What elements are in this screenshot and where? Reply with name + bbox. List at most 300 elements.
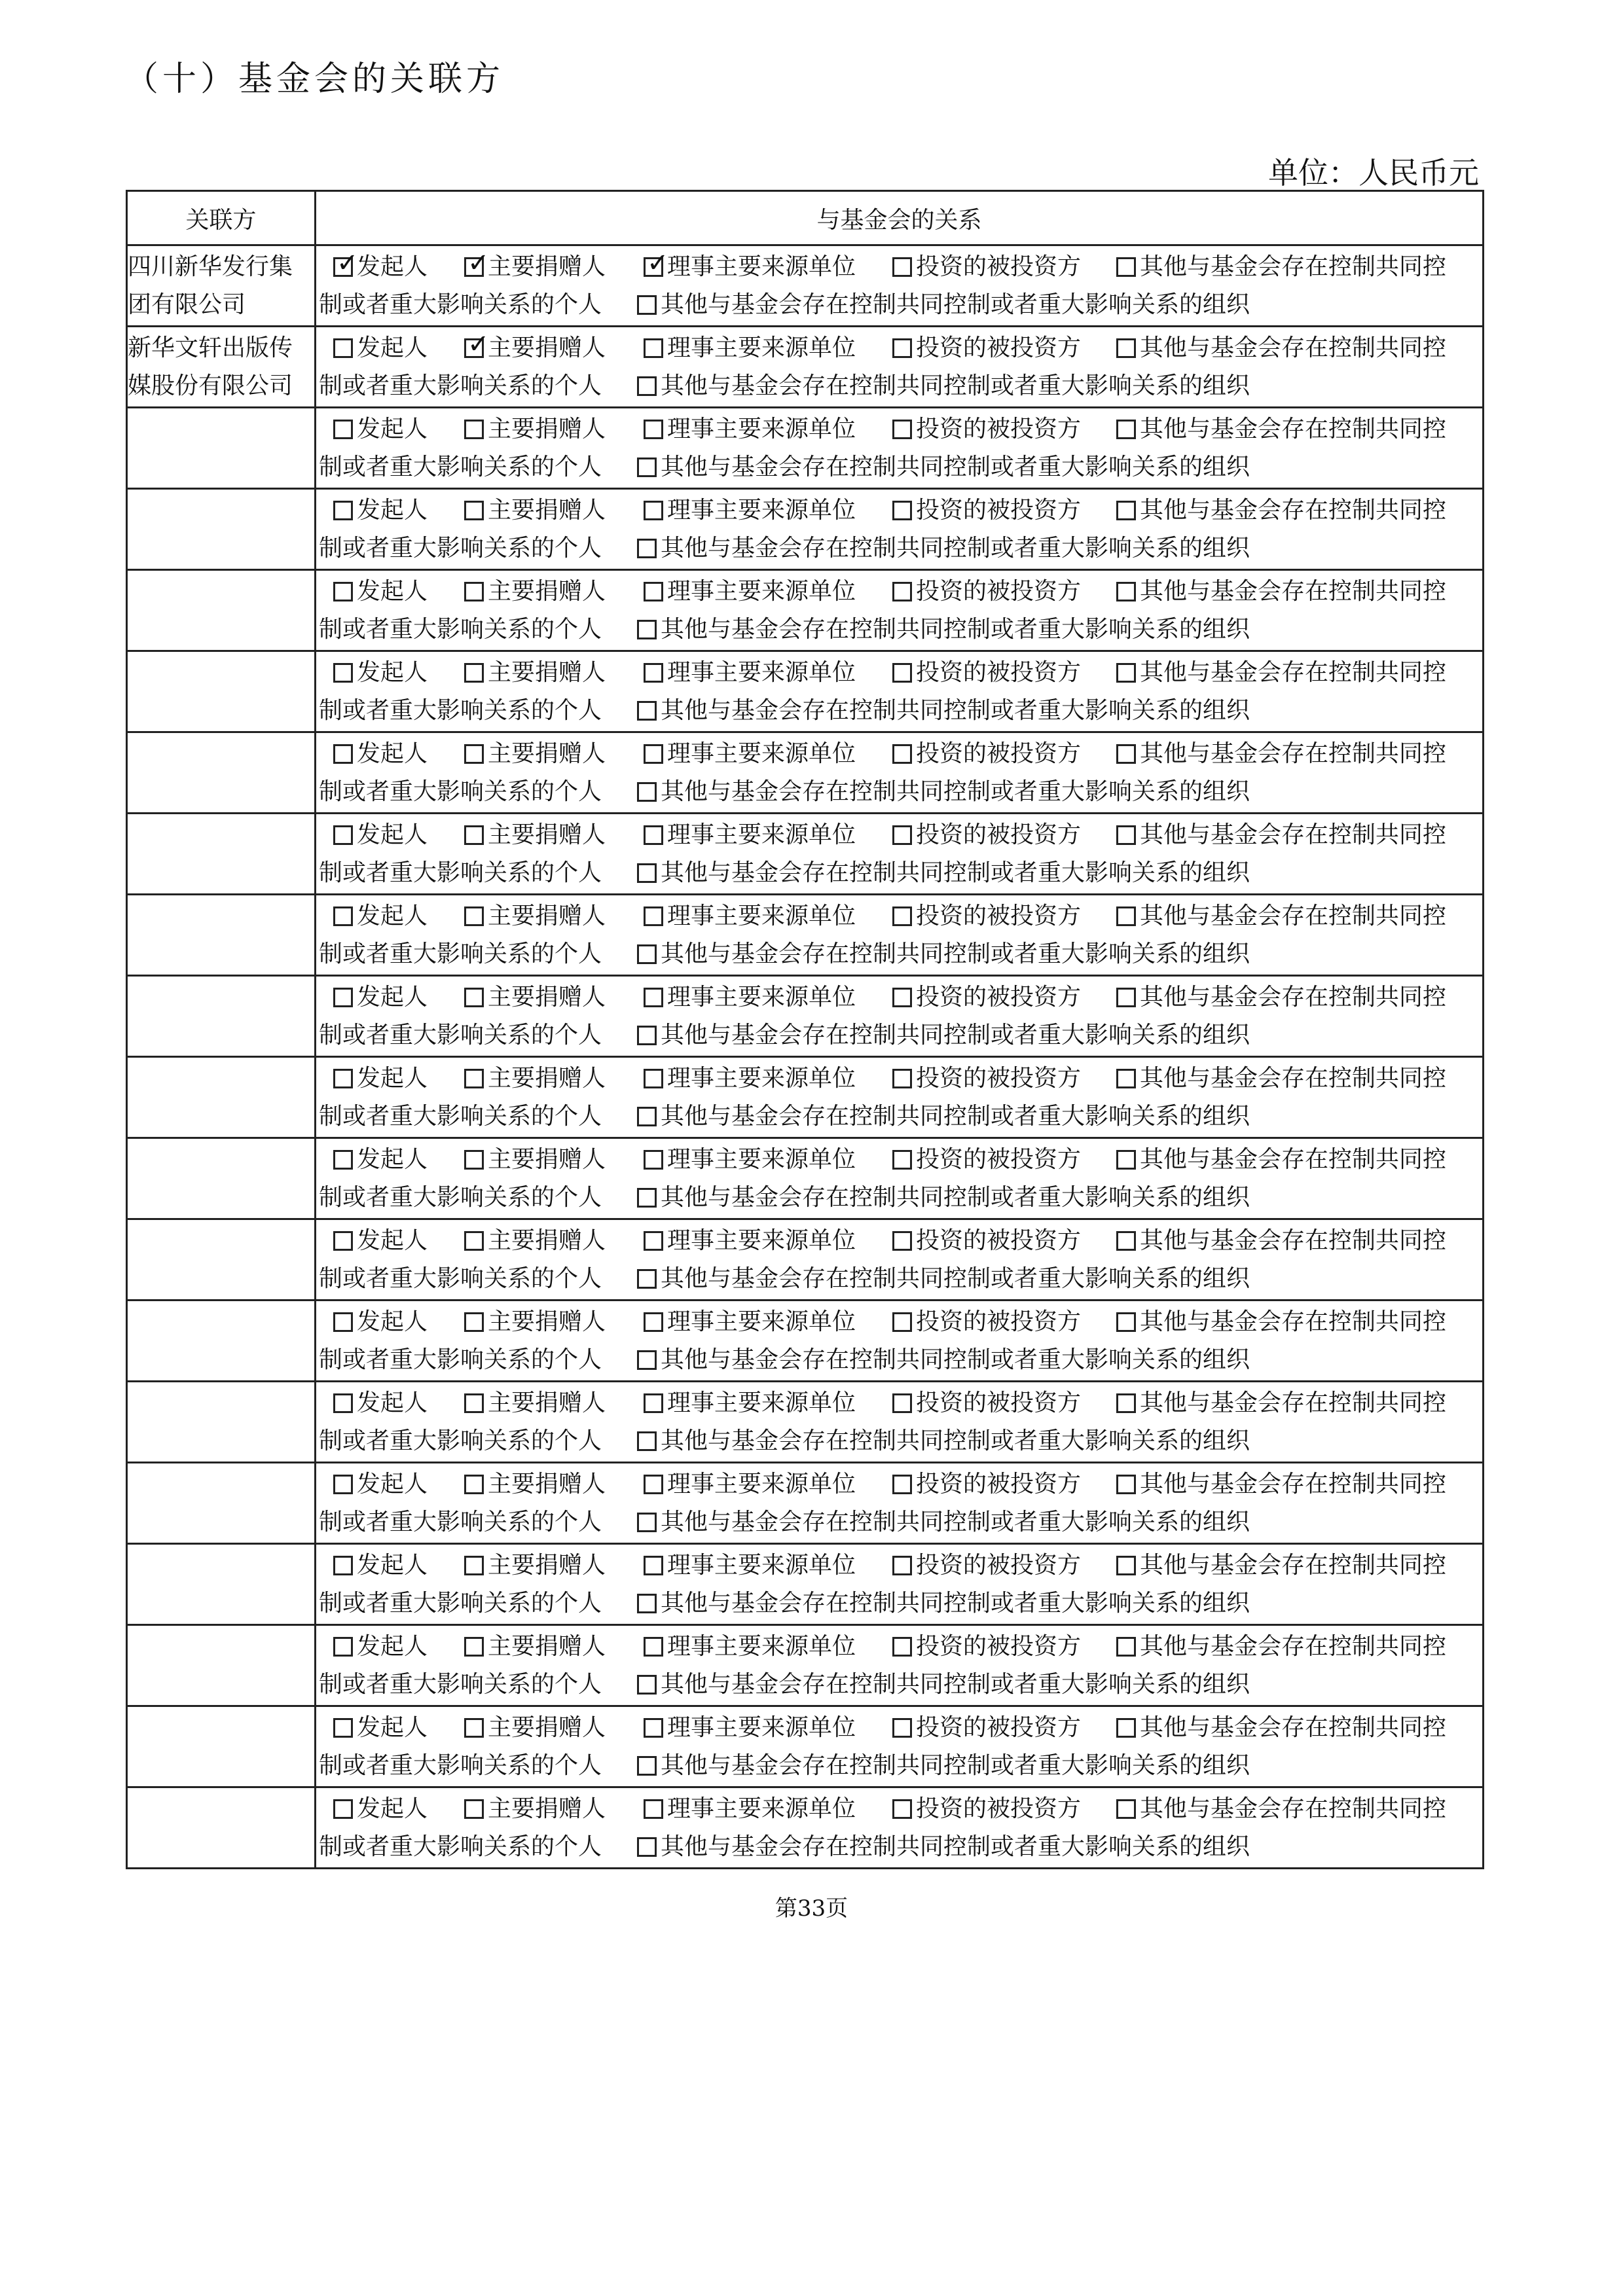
option-label: 投资的被投资方 bbox=[916, 902, 1082, 929]
option-label: 投资的被投资方 bbox=[916, 740, 1082, 767]
option-other-person[interactable] bbox=[1116, 573, 1446, 611]
option-label: 主要捐赠人 bbox=[488, 658, 606, 686]
option-other-person[interactable] bbox=[1116, 1060, 1446, 1098]
checkbox[interactable] bbox=[464, 825, 484, 845]
checkbox[interactable] bbox=[464, 1069, 484, 1088]
option-donor[interactable] bbox=[464, 654, 606, 692]
checkbox[interactable] bbox=[892, 338, 912, 358]
option-donor[interactable] bbox=[464, 816, 606, 854]
option-label: 发起人 bbox=[357, 1551, 428, 1579]
option-investee[interactable] bbox=[892, 1060, 1081, 1098]
checkbox[interactable] bbox=[333, 1718, 353, 1738]
option-other-person[interactable] bbox=[1116, 1222, 1446, 1260]
checkbox[interactable] bbox=[464, 247, 490, 278]
checkbox[interactable] bbox=[644, 988, 663, 1007]
checkbox[interactable] bbox=[1116, 1069, 1136, 1088]
option-director-source[interactable] bbox=[644, 1141, 856, 1179]
option-director-source[interactable] bbox=[644, 897, 856, 935]
checkbox[interactable] bbox=[637, 1756, 657, 1776]
checkbox[interactable] bbox=[892, 1475, 912, 1494]
checkbox[interactable] bbox=[464, 1637, 484, 1657]
option-label: 理事主要来源单位 bbox=[667, 1227, 856, 1254]
checkbox[interactable] bbox=[333, 663, 353, 683]
option-other-org[interactable] bbox=[637, 773, 1250, 811]
option-other-org[interactable] bbox=[637, 1422, 1250, 1460]
checkbox[interactable] bbox=[892, 420, 912, 439]
related-party-name bbox=[127, 1787, 316, 1869]
checkbox[interactable] bbox=[644, 1799, 663, 1819]
option-label: 主要捐赠人 bbox=[488, 1470, 606, 1498]
option-other-person[interactable] bbox=[1116, 1790, 1446, 1828]
header-relationship: 与基金会的关系 bbox=[316, 191, 1484, 245]
checkbox[interactable] bbox=[637, 1431, 657, 1451]
checkbox[interactable] bbox=[333, 988, 353, 1007]
option-donor[interactable] bbox=[464, 248, 606, 286]
checkbox[interactable] bbox=[892, 501, 912, 520]
checkbox[interactable] bbox=[333, 247, 359, 278]
option-donor[interactable] bbox=[464, 1547, 606, 1585]
checkbox[interactable] bbox=[333, 744, 353, 764]
checkbox[interactable] bbox=[637, 782, 657, 802]
checkbox[interactable] bbox=[333, 906, 353, 926]
option-other-org[interactable] bbox=[637, 529, 1250, 567]
checkbox[interactable] bbox=[637, 1513, 657, 1532]
related-party-name bbox=[127, 814, 316, 895]
option-label: 理事主要来源单位 bbox=[667, 1389, 856, 1416]
checkbox[interactable] bbox=[333, 1637, 353, 1657]
option-other-person[interactable] bbox=[1116, 1384, 1446, 1422]
checkbox[interactable] bbox=[464, 1718, 484, 1738]
option-label: 其他与基金会存在控制共同控 bbox=[1140, 1308, 1447, 1335]
option-label: 其他与基金会存在控制共同控制或者重大影响关系的组织 bbox=[661, 615, 1250, 643]
checkbox[interactable] bbox=[1116, 825, 1136, 845]
option-director-source[interactable] bbox=[644, 1465, 856, 1503]
option-label: 其他与基金会存在控制共同控制或者重大影响关系的组织 bbox=[661, 1021, 1250, 1049]
option-founder[interactable] bbox=[333, 1547, 428, 1585]
option-label: 理事主要来源单位 bbox=[667, 658, 856, 686]
option-label: 投资的被投资方 bbox=[916, 983, 1082, 1011]
checkbox[interactable] bbox=[1116, 663, 1136, 683]
option-other-person[interactable] bbox=[1116, 816, 1446, 854]
option-other-person[interactable] bbox=[1116, 1303, 1446, 1341]
option-donor[interactable] bbox=[464, 1628, 606, 1666]
checkbox[interactable] bbox=[892, 257, 912, 277]
checkbox[interactable] bbox=[637, 1837, 657, 1857]
checkbox[interactable] bbox=[892, 1799, 912, 1819]
option-founder[interactable] bbox=[333, 248, 428, 286]
checkbox[interactable] bbox=[637, 295, 657, 315]
checkbox[interactable] bbox=[1116, 988, 1136, 1007]
checkbox[interactable] bbox=[892, 582, 912, 601]
option-investee[interactable] bbox=[892, 1222, 1081, 1260]
relationship-options bbox=[316, 327, 1484, 408]
option-donor[interactable] bbox=[464, 329, 606, 367]
option-label: 发起人 bbox=[357, 415, 428, 442]
option-other-person[interactable] bbox=[1116, 1465, 1446, 1503]
option-investee[interactable] bbox=[892, 492, 1081, 529]
checkbox[interactable] bbox=[333, 1475, 353, 1494]
option-other-org[interactable] bbox=[637, 1341, 1250, 1379]
option-investee[interactable] bbox=[892, 573, 1081, 611]
checkbox[interactable] bbox=[464, 1393, 484, 1413]
option-director-source[interactable] bbox=[644, 1709, 856, 1747]
table-row bbox=[127, 976, 1484, 1057]
checkbox[interactable] bbox=[637, 944, 657, 964]
checkbox[interactable] bbox=[333, 1556, 353, 1575]
checkbox[interactable] bbox=[333, 582, 353, 601]
checkbox[interactable] bbox=[333, 1799, 353, 1819]
option-label: 主要捐赠人 bbox=[488, 1308, 606, 1335]
option-director-source[interactable] bbox=[644, 1060, 856, 1098]
checkbox[interactable] bbox=[1116, 1475, 1136, 1494]
option-director-source[interactable] bbox=[644, 1790, 856, 1828]
option-donor[interactable] bbox=[464, 1465, 606, 1503]
option-director-source[interactable] bbox=[644, 492, 856, 529]
option-other-org[interactable] bbox=[637, 286, 1250, 324]
checkbox[interactable] bbox=[637, 620, 657, 639]
option-other-person-continued: 制或者重大影响关系的个人 bbox=[319, 1265, 602, 1292]
header-related-party: 关联方 bbox=[127, 191, 316, 245]
checkbox[interactable] bbox=[892, 1231, 912, 1251]
checkbox[interactable] bbox=[333, 1312, 353, 1332]
option-label: 理事主要来源单位 bbox=[667, 334, 856, 361]
checkbox[interactable] bbox=[464, 1799, 484, 1819]
option-investee[interactable] bbox=[892, 1628, 1081, 1666]
option-label: 其他与基金会存在控制共同控制或者重大影响关系的组织 bbox=[661, 940, 1250, 967]
option-director-source[interactable] bbox=[644, 1384, 856, 1422]
option-other-person-continued: 制或者重大影响关系的个人 bbox=[319, 1833, 602, 1860]
option-director-source[interactable] bbox=[644, 816, 856, 854]
related-party-name bbox=[127, 408, 316, 489]
checkbox[interactable] bbox=[464, 1556, 484, 1575]
checkbox[interactable] bbox=[464, 906, 484, 926]
checkbox[interactable] bbox=[1116, 1556, 1136, 1575]
table-row bbox=[127, 651, 1484, 732]
checkbox[interactable] bbox=[644, 1556, 663, 1575]
checkbox[interactable] bbox=[892, 825, 912, 845]
option-other-org[interactable] bbox=[637, 1828, 1250, 1866]
option-founder[interactable] bbox=[333, 573, 428, 611]
checkbox[interactable] bbox=[1116, 501, 1136, 520]
option-label: 其他与基金会存在控制共同控制或者重大影响关系的组织 bbox=[661, 1265, 1250, 1292]
checkbox[interactable] bbox=[333, 420, 353, 439]
option-label: 理事主要来源单位 bbox=[667, 821, 856, 848]
checkbox[interactable] bbox=[644, 338, 663, 358]
checkbox[interactable] bbox=[644, 582, 663, 601]
option-donor[interactable] bbox=[464, 410, 606, 448]
checkbox[interactable] bbox=[892, 744, 912, 764]
checkbox[interactable] bbox=[644, 1718, 663, 1738]
option-founder[interactable] bbox=[333, 654, 428, 692]
option-founder[interactable] bbox=[333, 1465, 428, 1503]
option-founder[interactable] bbox=[333, 897, 428, 935]
option-donor[interactable] bbox=[464, 735, 606, 773]
checkbox[interactable] bbox=[644, 420, 663, 439]
checkbox[interactable] bbox=[892, 1393, 912, 1413]
option-director-source[interactable] bbox=[644, 1222, 856, 1260]
option-donor[interactable] bbox=[464, 1060, 606, 1098]
checkbox[interactable] bbox=[637, 376, 657, 396]
checkbox[interactable] bbox=[644, 1069, 663, 1088]
option-other-person-continued: 制或者重大影响关系的个人 bbox=[319, 1751, 602, 1779]
option-donor[interactable] bbox=[464, 1790, 606, 1828]
checkbox[interactable] bbox=[892, 1637, 912, 1657]
relationship-options bbox=[316, 1787, 1484, 1869]
option-label: 其他与基金会存在控制共同控 bbox=[1140, 983, 1447, 1011]
option-investee[interactable] bbox=[892, 1547, 1081, 1585]
option-label: 投资的被投资方 bbox=[916, 334, 1082, 361]
checkbox[interactable] bbox=[644, 1637, 663, 1657]
option-other-person[interactable] bbox=[1116, 1709, 1446, 1747]
checkbox[interactable] bbox=[1116, 338, 1136, 358]
option-director-source[interactable] bbox=[644, 410, 856, 448]
checkbox[interactable] bbox=[644, 501, 663, 520]
checkbox[interactable] bbox=[892, 1312, 912, 1332]
option-label: 发起人 bbox=[357, 821, 428, 848]
option-label: 其他与基金会存在控制共同控制或者重大影响关系的组织 bbox=[661, 1670, 1250, 1698]
option-other-person[interactable] bbox=[1116, 410, 1446, 448]
option-director-source[interactable] bbox=[644, 329, 856, 367]
checkbox[interactable] bbox=[464, 663, 484, 683]
checkbox[interactable] bbox=[644, 1475, 663, 1494]
checkbox[interactable] bbox=[464, 1231, 484, 1251]
checkbox[interactable] bbox=[1116, 1312, 1136, 1332]
option-investee[interactable] bbox=[892, 248, 1081, 286]
option-other-person[interactable] bbox=[1116, 329, 1446, 367]
checkbox[interactable] bbox=[464, 1475, 484, 1494]
checkbox[interactable] bbox=[644, 1150, 663, 1170]
checkbox[interactable] bbox=[644, 744, 663, 764]
checkbox[interactable] bbox=[1116, 744, 1136, 764]
option-other-org[interactable] bbox=[637, 1260, 1250, 1298]
option-other-person[interactable] bbox=[1116, 1628, 1446, 1666]
checkbox[interactable] bbox=[464, 501, 484, 520]
checkbox[interactable] bbox=[892, 1150, 912, 1170]
checkbox[interactable] bbox=[333, 501, 353, 520]
checkbox[interactable] bbox=[333, 1231, 353, 1251]
checkbox[interactable] bbox=[637, 1107, 657, 1126]
checkbox[interactable] bbox=[892, 988, 912, 1007]
option-investee[interactable] bbox=[892, 897, 1081, 935]
option-other-org[interactable] bbox=[637, 1098, 1250, 1136]
option-founder[interactable] bbox=[333, 735, 428, 773]
option-founder[interactable] bbox=[333, 1790, 428, 1828]
option-label: 发起人 bbox=[357, 496, 428, 524]
option-other-person[interactable] bbox=[1116, 1141, 1446, 1179]
option-director-source[interactable] bbox=[644, 1628, 856, 1666]
table-row bbox=[127, 1706, 1484, 1787]
option-label: 投资的被投资方 bbox=[916, 415, 1082, 442]
option-founder[interactable] bbox=[333, 329, 428, 367]
option-other-person[interactable] bbox=[1116, 735, 1446, 773]
checkbox[interactable] bbox=[1116, 582, 1136, 601]
checkbox[interactable] bbox=[637, 457, 657, 477]
checkbox[interactable] bbox=[464, 1312, 484, 1332]
checkbox[interactable] bbox=[637, 863, 657, 883]
option-director-source[interactable] bbox=[644, 978, 856, 1016]
option-investee[interactable] bbox=[892, 1709, 1081, 1747]
checkbox[interactable] bbox=[644, 1393, 663, 1413]
checkbox[interactable] bbox=[637, 1594, 657, 1613]
checkbox[interactable] bbox=[644, 663, 663, 683]
checkbox[interactable] bbox=[1116, 1799, 1136, 1819]
option-investee[interactable] bbox=[892, 1465, 1081, 1503]
option-founder[interactable] bbox=[333, 492, 428, 529]
option-donor[interactable] bbox=[464, 1303, 606, 1341]
option-other-person[interactable] bbox=[1116, 492, 1446, 529]
checkbox[interactable] bbox=[1116, 1718, 1136, 1738]
option-donor[interactable] bbox=[464, 1709, 606, 1747]
checkbox[interactable] bbox=[644, 247, 669, 278]
checkbox[interactable] bbox=[1116, 1393, 1136, 1413]
checkbox[interactable] bbox=[464, 744, 484, 764]
option-investee[interactable] bbox=[892, 410, 1081, 448]
option-other-org[interactable] bbox=[637, 611, 1250, 649]
option-other-person[interactable] bbox=[1116, 978, 1446, 1016]
checkbox[interactable] bbox=[892, 1069, 912, 1088]
option-other-org[interactable] bbox=[637, 448, 1250, 486]
option-label: 投资的被投资方 bbox=[916, 1308, 1082, 1335]
option-other-person-continued: 制或者重大影响关系的个人 bbox=[319, 1021, 602, 1049]
checkbox[interactable] bbox=[637, 701, 657, 721]
option-director-source[interactable] bbox=[644, 1303, 856, 1341]
option-investee[interactable] bbox=[892, 654, 1081, 692]
option-donor[interactable] bbox=[464, 492, 606, 529]
checkbox[interactable] bbox=[1116, 1150, 1136, 1170]
option-label: 投资的被投资方 bbox=[916, 1713, 1082, 1741]
checkbox[interactable] bbox=[637, 1269, 657, 1289]
checkbox[interactable] bbox=[1116, 1231, 1136, 1251]
checkbox[interactable] bbox=[892, 663, 912, 683]
checkbox[interactable] bbox=[1116, 1637, 1136, 1657]
option-founder[interactable] bbox=[333, 1141, 428, 1179]
checkbox[interactable] bbox=[333, 338, 353, 358]
option-other-org[interactable] bbox=[637, 1503, 1250, 1541]
option-other-person[interactable] bbox=[1116, 1547, 1446, 1585]
option-donor[interactable] bbox=[464, 1384, 606, 1422]
related-party-name bbox=[127, 1625, 316, 1706]
option-founder[interactable] bbox=[333, 1384, 428, 1422]
related-party-name-line: 媒股份有限公司 bbox=[128, 372, 293, 399]
checkbox[interactable] bbox=[464, 1150, 484, 1170]
checkbox[interactable] bbox=[644, 825, 663, 845]
checkbox[interactable] bbox=[892, 1556, 912, 1575]
checkbox[interactable] bbox=[333, 825, 353, 845]
option-founder[interactable] bbox=[333, 1303, 428, 1341]
option-label: 主要捐赠人 bbox=[488, 334, 606, 361]
option-label: 其他与基金会存在控制共同控 bbox=[1140, 577, 1447, 605]
option-label: 其他与基金会存在控制共同控制或者重大影响关系的组织 bbox=[661, 372, 1250, 399]
checkbox[interactable] bbox=[892, 1718, 912, 1738]
checkbox[interactable] bbox=[464, 582, 484, 601]
option-label: 投资的被投资方 bbox=[916, 821, 1082, 848]
option-investee[interactable] bbox=[892, 329, 1081, 367]
option-other-org[interactable] bbox=[637, 1666, 1250, 1704]
checkbox[interactable] bbox=[892, 906, 912, 926]
option-founder[interactable] bbox=[333, 978, 428, 1016]
checkbox[interactable] bbox=[333, 1069, 353, 1088]
option-investee[interactable] bbox=[892, 1790, 1081, 1828]
relationship-options bbox=[316, 1544, 1484, 1625]
option-founder[interactable] bbox=[333, 1709, 428, 1747]
checkbox[interactable] bbox=[464, 988, 484, 1007]
option-founder[interactable] bbox=[333, 816, 428, 854]
option-other-org[interactable] bbox=[637, 854, 1250, 892]
checkbox[interactable] bbox=[1116, 420, 1136, 439]
checkbox[interactable] bbox=[333, 1393, 353, 1413]
table-row bbox=[127, 327, 1484, 408]
option-investee[interactable] bbox=[892, 1303, 1081, 1341]
related-party-name bbox=[127, 570, 316, 651]
option-other-person[interactable] bbox=[1116, 654, 1446, 692]
relationship-options bbox=[316, 651, 1484, 732]
option-director-source[interactable] bbox=[644, 654, 856, 692]
option-donor[interactable] bbox=[464, 1141, 606, 1179]
option-investee[interactable] bbox=[892, 816, 1081, 854]
option-other-person[interactable] bbox=[1116, 897, 1446, 935]
checkbox[interactable] bbox=[644, 1231, 663, 1251]
option-other-org[interactable] bbox=[637, 1585, 1250, 1623]
option-donor[interactable] bbox=[464, 978, 606, 1016]
option-director-source[interactable] bbox=[644, 735, 856, 773]
option-other-org[interactable] bbox=[637, 1016, 1250, 1054]
option-director-source[interactable] bbox=[644, 1547, 856, 1585]
option-founder[interactable] bbox=[333, 410, 428, 448]
checkbox[interactable] bbox=[644, 1312, 663, 1332]
checkbox[interactable] bbox=[464, 420, 484, 439]
option-investee[interactable] bbox=[892, 1384, 1081, 1422]
option-other-org[interactable] bbox=[637, 692, 1250, 730]
option-label: 其他与基金会存在控制共同控 bbox=[1140, 1227, 1447, 1254]
option-donor[interactable] bbox=[464, 573, 606, 611]
checkbox[interactable] bbox=[637, 1026, 657, 1045]
option-founder[interactable] bbox=[333, 1222, 428, 1260]
option-director-source[interactable] bbox=[644, 248, 856, 286]
checkbox[interactable] bbox=[333, 1150, 353, 1170]
option-other-org[interactable] bbox=[637, 1747, 1250, 1785]
option-other-org[interactable] bbox=[637, 367, 1250, 405]
option-donor[interactable] bbox=[464, 897, 606, 935]
option-label: 主要捐赠人 bbox=[488, 1713, 606, 1741]
checkbox[interactable] bbox=[1116, 906, 1136, 926]
option-investee[interactable] bbox=[892, 735, 1081, 773]
option-founder[interactable] bbox=[333, 1628, 428, 1666]
option-label: 其他与基金会存在控制共同控制或者重大影响关系的组织 bbox=[661, 1589, 1250, 1617]
option-other-person-continued: 制或者重大影响关系的个人 bbox=[319, 1670, 602, 1698]
checkbox[interactable] bbox=[1116, 257, 1136, 277]
checkbox[interactable] bbox=[637, 1675, 657, 1695]
option-label: 其他与基金会存在控制共同控制或者重大影响关系的组织 bbox=[661, 1508, 1250, 1535]
option-founder[interactable] bbox=[333, 1060, 428, 1098]
checkbox[interactable] bbox=[637, 1350, 657, 1370]
table-row bbox=[127, 1138, 1484, 1219]
option-other-org[interactable] bbox=[637, 935, 1250, 973]
option-donor[interactable] bbox=[464, 1222, 606, 1260]
checkbox[interactable] bbox=[644, 906, 663, 926]
related-party-name bbox=[127, 1463, 316, 1544]
option-label: 其他与基金会存在控制共同控 bbox=[1140, 821, 1447, 848]
option-director-source[interactable] bbox=[644, 573, 856, 611]
option-other-org[interactable] bbox=[637, 1179, 1250, 1217]
option-label: 其他与基金会存在控制共同控 bbox=[1140, 1632, 1447, 1660]
related-party-name bbox=[127, 895, 316, 976]
checkbox[interactable] bbox=[637, 1188, 657, 1208]
checkbox[interactable] bbox=[464, 329, 490, 359]
option-other-person[interactable] bbox=[1116, 248, 1446, 286]
option-investee[interactable] bbox=[892, 1141, 1081, 1179]
option-investee[interactable] bbox=[892, 978, 1081, 1016]
checkbox[interactable] bbox=[637, 539, 657, 558]
